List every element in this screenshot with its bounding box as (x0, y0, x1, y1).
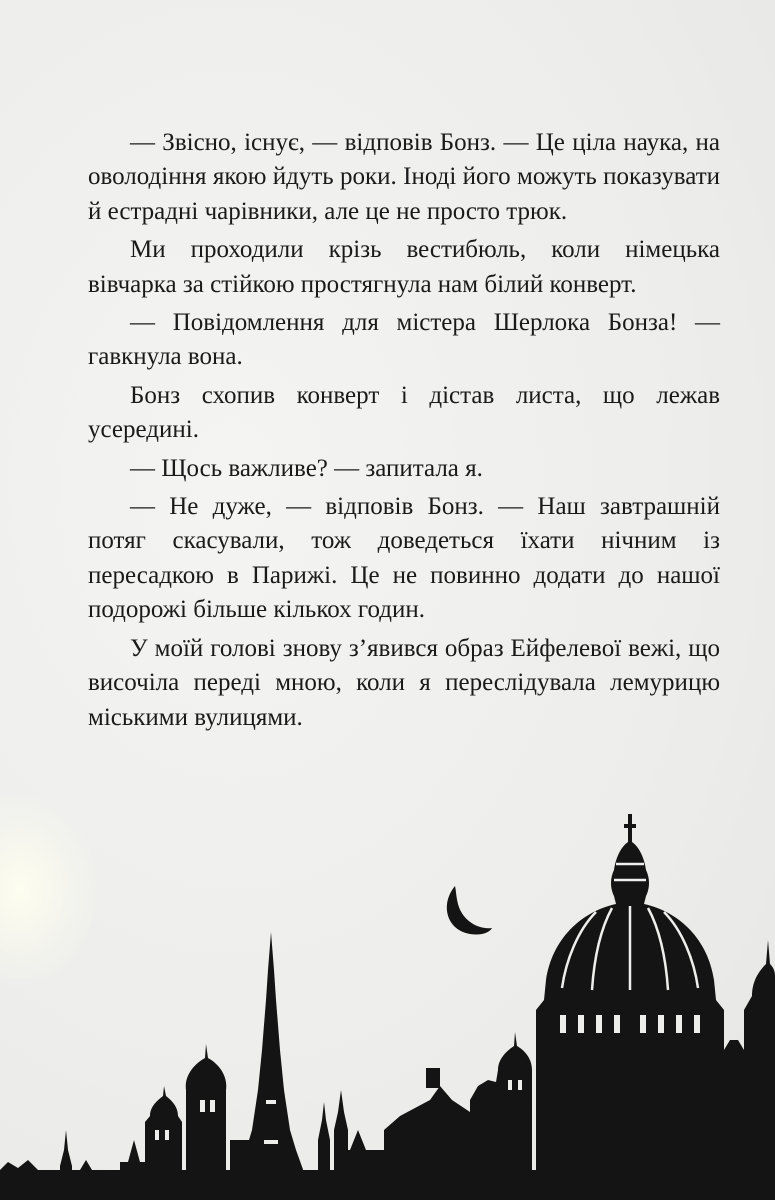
city-skyline-illustration (0, 800, 775, 1200)
left-spire-icon (60, 1130, 72, 1200)
paragraph-3: — Повідомлення для містера Шерлока Бонза! — гавкнула вона. (88, 309, 720, 371)
paragraph-7: У моїй голові знову з’явився образ Ейфелевої вежі, що височіла переді мною, коли я переслідувала лемурицю міськими вулицями. (88, 634, 720, 731)
left-dome-tower-icon (145, 1086, 182, 1200)
tall-onion-tower-icon (186, 1044, 227, 1200)
right-dome-tower-icon (744, 940, 775, 1200)
paragraph-6: — Не дуже, — відповів Бонз. — Наш завтрашній потяг скасували, тож доведеться їхати нічним із пересадкою в Парижі. Це не повинно додати до нашої подорожі більше кількох годин. (88, 493, 720, 624)
cathedral-dome-icon (536, 814, 724, 1200)
paragraph-2: Ми проходили крізь вестибюль, коли німецька вівчарка за стійкою простягнула нам білий конверт. (88, 236, 720, 298)
body-text (88, 126, 720, 739)
paragraph-1: — Звісно, існує, — відповів Бонз. — Це ціла наука, на оволодіння якою йдуть роки. Іноді його можуть показувати й естрадні чарівники, але це не просто трюк. (88, 129, 720, 225)
skyline-silhouette (0, 814, 775, 1200)
paragraph-5: — Щось важливе? — запитала я. (130, 454, 483, 482)
crescent-moon-icon (447, 886, 492, 935)
small-dome-icon (470, 1032, 532, 1200)
paragraph-4: Бонз схопив конверт і дістав листа, що лежав усередині. (88, 381, 720, 444)
